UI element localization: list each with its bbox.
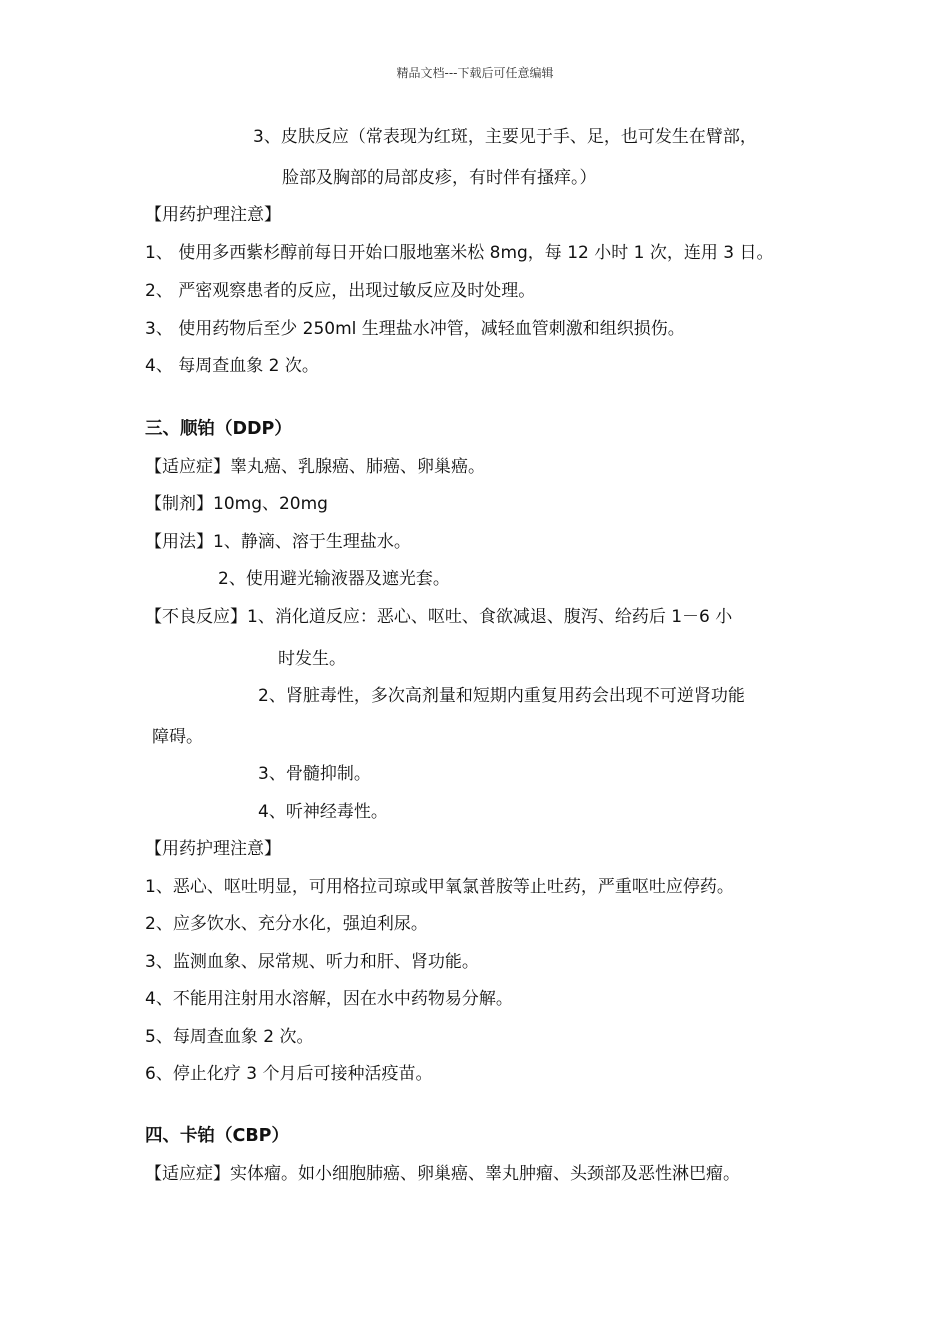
nursing-item: 6、停止化疗 3 个月后可接种活疫苗。 — [145, 1064, 433, 1084]
adverse-3-line2: 脸部及胸部的局部皮疹，有时伴有搔痒。） — [282, 168, 597, 188]
page-header: 精品文档---下载后可任意编辑 — [396, 66, 554, 80]
adverse-1-line1: 【不良反应】1、消化道反应：恶心、呕吐、食欲减退、腹泻、给药后 1－6 小 — [145, 607, 733, 627]
adverse-2-line2: 障碍。 — [152, 727, 203, 747]
nursing-item: 1、恶心、呕吐明显，可用格拉司琼或甲氧氯普胺等止吐药，严重呕吐应停药。 — [145, 877, 734, 897]
nursing-item: 2、 严密观察患者的反应，出现过敏反应及时处理。 — [145, 281, 536, 301]
nursing-item: 1、 使用多西紫杉醇前每日开始口服地塞米松 8mg，每 12 小时 1 次，连用 3 日。 — [145, 243, 774, 263]
usage-1: 【用法】1、静滴、溶于生理盐水。 — [145, 532, 411, 552]
adverse-4: 4、听神经毒性。 — [258, 802, 388, 822]
nursing-item: 5、每周查血象 2 次。 — [145, 1027, 314, 1047]
section-title-ddp: 三、顺铂（DDP） — [145, 419, 292, 439]
nursing-item: 3、监测血象、尿常规、听力和肝、肾功能。 — [145, 952, 479, 972]
adverse-3: 3、骨髓抑制。 — [258, 764, 371, 784]
nursing-heading-1: 【用药护理注意】 — [145, 205, 281, 225]
nursing-item: 2、应多饮水、充分水化，强迫利尿。 — [145, 914, 428, 934]
adverse-2-line1: 2、肾脏毒性，多次高剂量和短期内重复用药会出现不可逆肾功能 — [258, 686, 745, 706]
preparation: 【制剂】10mg、20mg — [145, 494, 328, 514]
section-title-cbp: 四、卡铂（CBP） — [145, 1126, 290, 1146]
usage-2: 2、使用避光输液器及遮光套。 — [218, 569, 450, 589]
indication: 【适应症】睾丸癌、乳腺癌、肺癌、卵巢癌。 — [145, 457, 485, 477]
adverse-1-line2: 时发生。 — [278, 649, 346, 669]
adverse-3-line1: 3、皮肤反应（常表现为红斑，主要见于手、足，也可发生在臂部， — [253, 127, 757, 147]
nursing-heading-2: 【用药护理注意】 — [145, 839, 281, 859]
nursing-item: 4、不能用注射用水溶解，因在水中药物易分解。 — [145, 989, 513, 1009]
indication: 【适应症】实体瘤。如小细胞肺癌、卵巢癌、睾丸肿瘤、头颈部及恶性淋巴瘤。 — [145, 1164, 740, 1184]
nursing-item: 4、 每周查血象 2 次。 — [145, 356, 319, 376]
nursing-item: 3、 使用药物后至少 250ml 生理盐水冲管，减轻血管刺激和组织损伤。 — [145, 319, 685, 339]
